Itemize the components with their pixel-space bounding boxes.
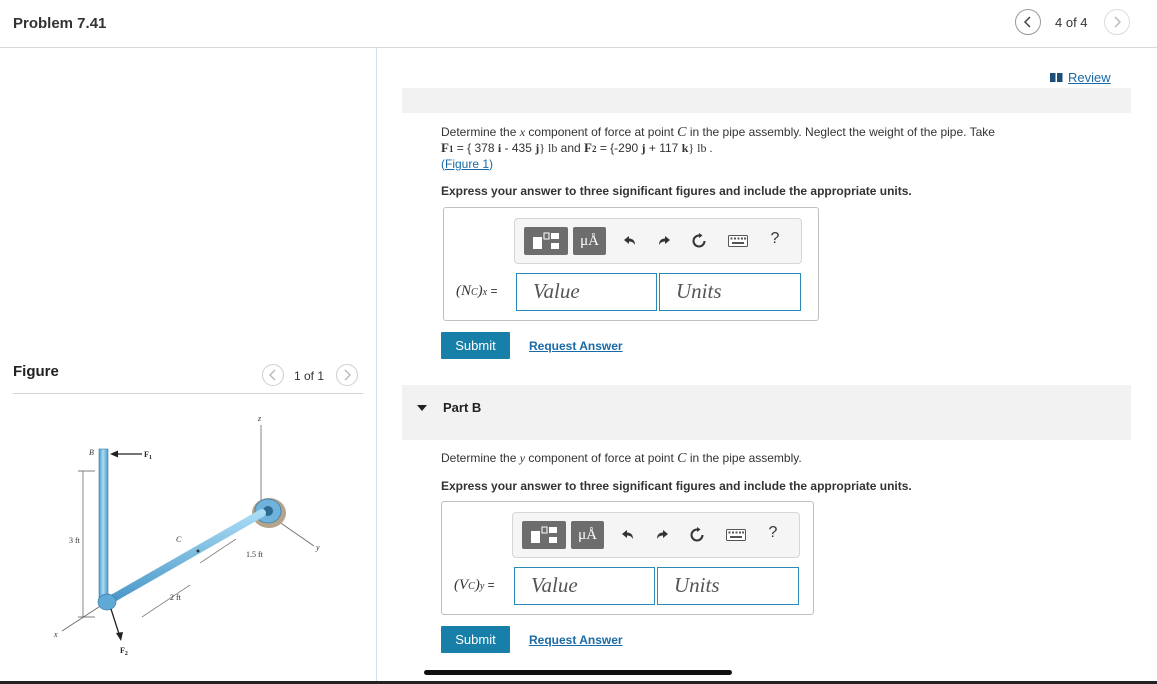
part-a-question: Determine the x component of force at point C in the pipe assembly. Neglect the weight of the pipe. Take [441,125,995,140]
vertical-pipe [99,449,108,601]
figure-link[interactable]: (Figure 1) [441,157,494,171]
point-b-label: B [89,448,94,457]
part-b-answer-box [441,501,814,615]
chevron-right-icon [1112,16,1122,28]
help-button[interactable]: ? [768,524,778,541]
part-a-units-input[interactable]: Units [659,273,801,311]
force-f1-label: $F_1$ [144,450,152,461]
dimension-1-5ft-label: 1.5 ft [246,550,263,559]
problem-counter: 4 of 4 [1055,15,1088,30]
header-bar [0,0,1157,48]
dimension-2ft [142,585,190,617]
part-a-submit-button[interactable]: Submit [441,332,510,359]
part-b-value-input[interactable]: Value [514,567,655,605]
panel-divider [376,48,377,684]
dimension-3ft-label: 3 ft [69,536,80,545]
help-button[interactable]: ? [770,230,780,247]
part-b-variable-label: (VC)y = [454,577,495,593]
templates-button[interactable] [524,227,568,255]
keyboard-icon[interactable] [727,233,749,249]
point-c [197,550,200,553]
units-symbol-button[interactable]: μÅ [571,521,604,549]
undo-icon[interactable] [620,527,636,543]
chevron-left-icon [268,369,278,381]
part-b-question: Determine the y component of force at point C in the pipe assembly. [441,451,802,466]
force-f2-label: $F_2$ [120,646,128,657]
y-axis-label: y [316,543,320,552]
pipe-elbow [98,594,116,610]
figure-divider [13,393,363,394]
figure-counter: 1 of 1 [294,369,325,383]
part-a-request-answer-link[interactable]: Request Answer [529,339,623,353]
part-b-submit-button[interactable]: Submit [441,626,510,653]
part-a-value-input[interactable]: Value [516,273,657,311]
part-a-header-band [402,88,1131,113]
figure-previous-button[interactable] [262,364,284,386]
part-a-answer-box [443,207,819,321]
point-c-label: C [176,535,182,544]
keyboard-icon[interactable] [725,527,747,543]
x-axis-label: x [54,630,58,639]
part-b-units-input[interactable]: Units [657,567,799,605]
math-toolbar [514,218,802,264]
part-b-header-band[interactable] [402,385,1131,440]
redo-icon[interactable] [656,233,672,249]
figure-next-button[interactable] [336,364,358,386]
figure-heading: Figure [13,363,59,380]
templates-icon [529,525,559,545]
problem-title: Problem 7.41 [13,15,107,32]
review-label[interactable]: Review [1068,70,1111,85]
part-a-forces: F1 = { 378 i - 435 j} lb and F2 = {-290 j + 117 k} lb . [441,140,713,155]
chevron-right-icon [342,369,352,381]
review-link[interactable] [1050,70,1111,85]
caret-down-icon[interactable] [417,405,427,411]
reset-icon[interactable] [689,527,705,543]
part-b-instruction: Express your answer to three significant figures and include the appropriate units. [441,479,912,493]
z-axis-label: z [258,414,262,423]
previous-problem-button[interactable] [1015,9,1041,35]
templates-button[interactable] [522,521,566,549]
templates-icon [531,231,561,251]
part-b-request-answer-link[interactable]: Request Answer [529,633,623,647]
reset-icon[interactable] [691,233,707,249]
redo-icon[interactable] [654,527,670,543]
part-b-label[interactable]: Part B [443,400,482,415]
book-icon [1050,73,1063,82]
next-problem-button[interactable] [1104,9,1130,35]
part-a-variable-label: (NC)x = [456,283,498,299]
horizontal-pipe [110,513,262,600]
pipe-assembly-figure [40,405,340,665]
units-symbol-button[interactable]: μÅ [573,227,606,255]
math-toolbar [512,512,800,558]
horizontal-scrollbar[interactable] [424,670,732,675]
chevron-left-icon [1023,16,1033,28]
undo-icon[interactable] [622,233,638,249]
part-a-instruction: Express your answer to three significant figures and include the appropriate units. [441,184,912,198]
dimension-2ft-label: 2 ft [170,593,181,602]
